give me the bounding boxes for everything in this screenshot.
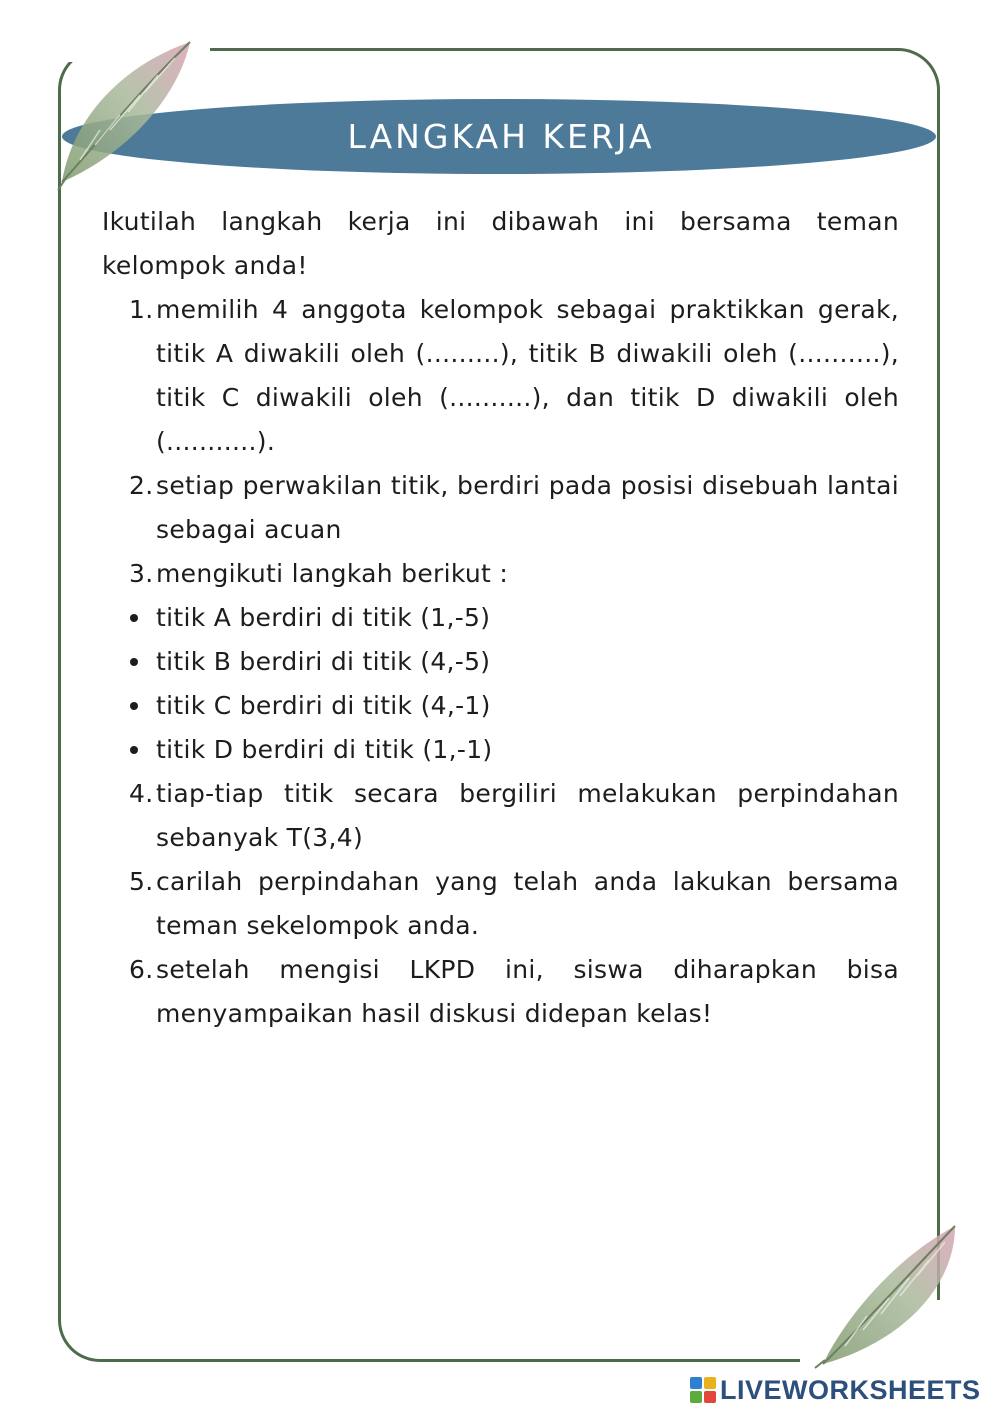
step-text: setiap perwakilan titik, berdiri pada posisi disebuah lantai sebagai acuan	[156, 471, 899, 544]
step-text: carilah perpindahan yang telah anda lakukan bersama teman sekelompok anda.	[156, 867, 899, 940]
bullet-icon	[130, 614, 138, 622]
brand-name: LIVEWORKSHEETS	[720, 1374, 981, 1405]
bullet-item	[102, 728, 899, 772]
step-number: 5.	[129, 867, 154, 896]
step-number: 4.	[129, 779, 154, 808]
instructions	[102, 200, 899, 1036]
list-item	[102, 948, 899, 1036]
step-text: setelah mengisi LKPD ini, siswa diharapkan bisa menyampaikan hasil diskusi didepan kelas!	[156, 955, 899, 1028]
leaf-decoration-icon	[805, 1218, 980, 1370]
page-title: LANGKAH KERJA	[347, 117, 655, 156]
step-number: 3.	[129, 559, 154, 588]
list-item	[102, 552, 899, 596]
bullet-text: titik B berdiri di titik (4,-5)	[156, 647, 491, 676]
liveworksheets-logo[interactable]	[690, 1373, 981, 1407]
step-number: 6.	[129, 955, 154, 984]
bullet-text: titik A berdiri di titik (1,-5)	[156, 603, 491, 632]
step-text: tiap-tiap titik secara bergiliri melakukan perpindahan sebanyak T(3,4)	[156, 779, 899, 852]
bullet-icon	[130, 746, 138, 754]
bullet-item	[102, 596, 899, 640]
list-item	[102, 772, 899, 860]
steps-list	[102, 288, 899, 1036]
step-number: 2.	[129, 471, 154, 500]
bullet-icon	[130, 702, 138, 710]
step-text: mengikuti langkah berikut :	[156, 559, 509, 588]
leaf-decoration-icon	[40, 30, 210, 190]
bullet-item	[102, 640, 899, 684]
bullet-item	[102, 684, 899, 728]
intro-text: Ikutilah langkah kerja ini dibawah ini bersama teman kelompok anda!	[102, 207, 899, 280]
step-number: 1.	[129, 295, 154, 324]
bullet-text: titik D berdiri di titik (1,-1)	[156, 735, 493, 764]
bullet-text: titik C berdiri di titik (4,-1)	[156, 691, 491, 720]
step-text: memilih 4 anggota kelompok sebagai praktikkan gerak, titik A diwakili oleh (.........), titik B diwakili oleh (..........), titik C diwakili oleh (..........), dan titik D diwakili oleh (...........).	[156, 295, 899, 456]
list-item	[102, 860, 899, 948]
logo-mark-icon	[690, 1377, 716, 1403]
list-item	[102, 464, 899, 552]
bullet-icon	[130, 658, 138, 666]
list-item	[102, 288, 899, 464]
